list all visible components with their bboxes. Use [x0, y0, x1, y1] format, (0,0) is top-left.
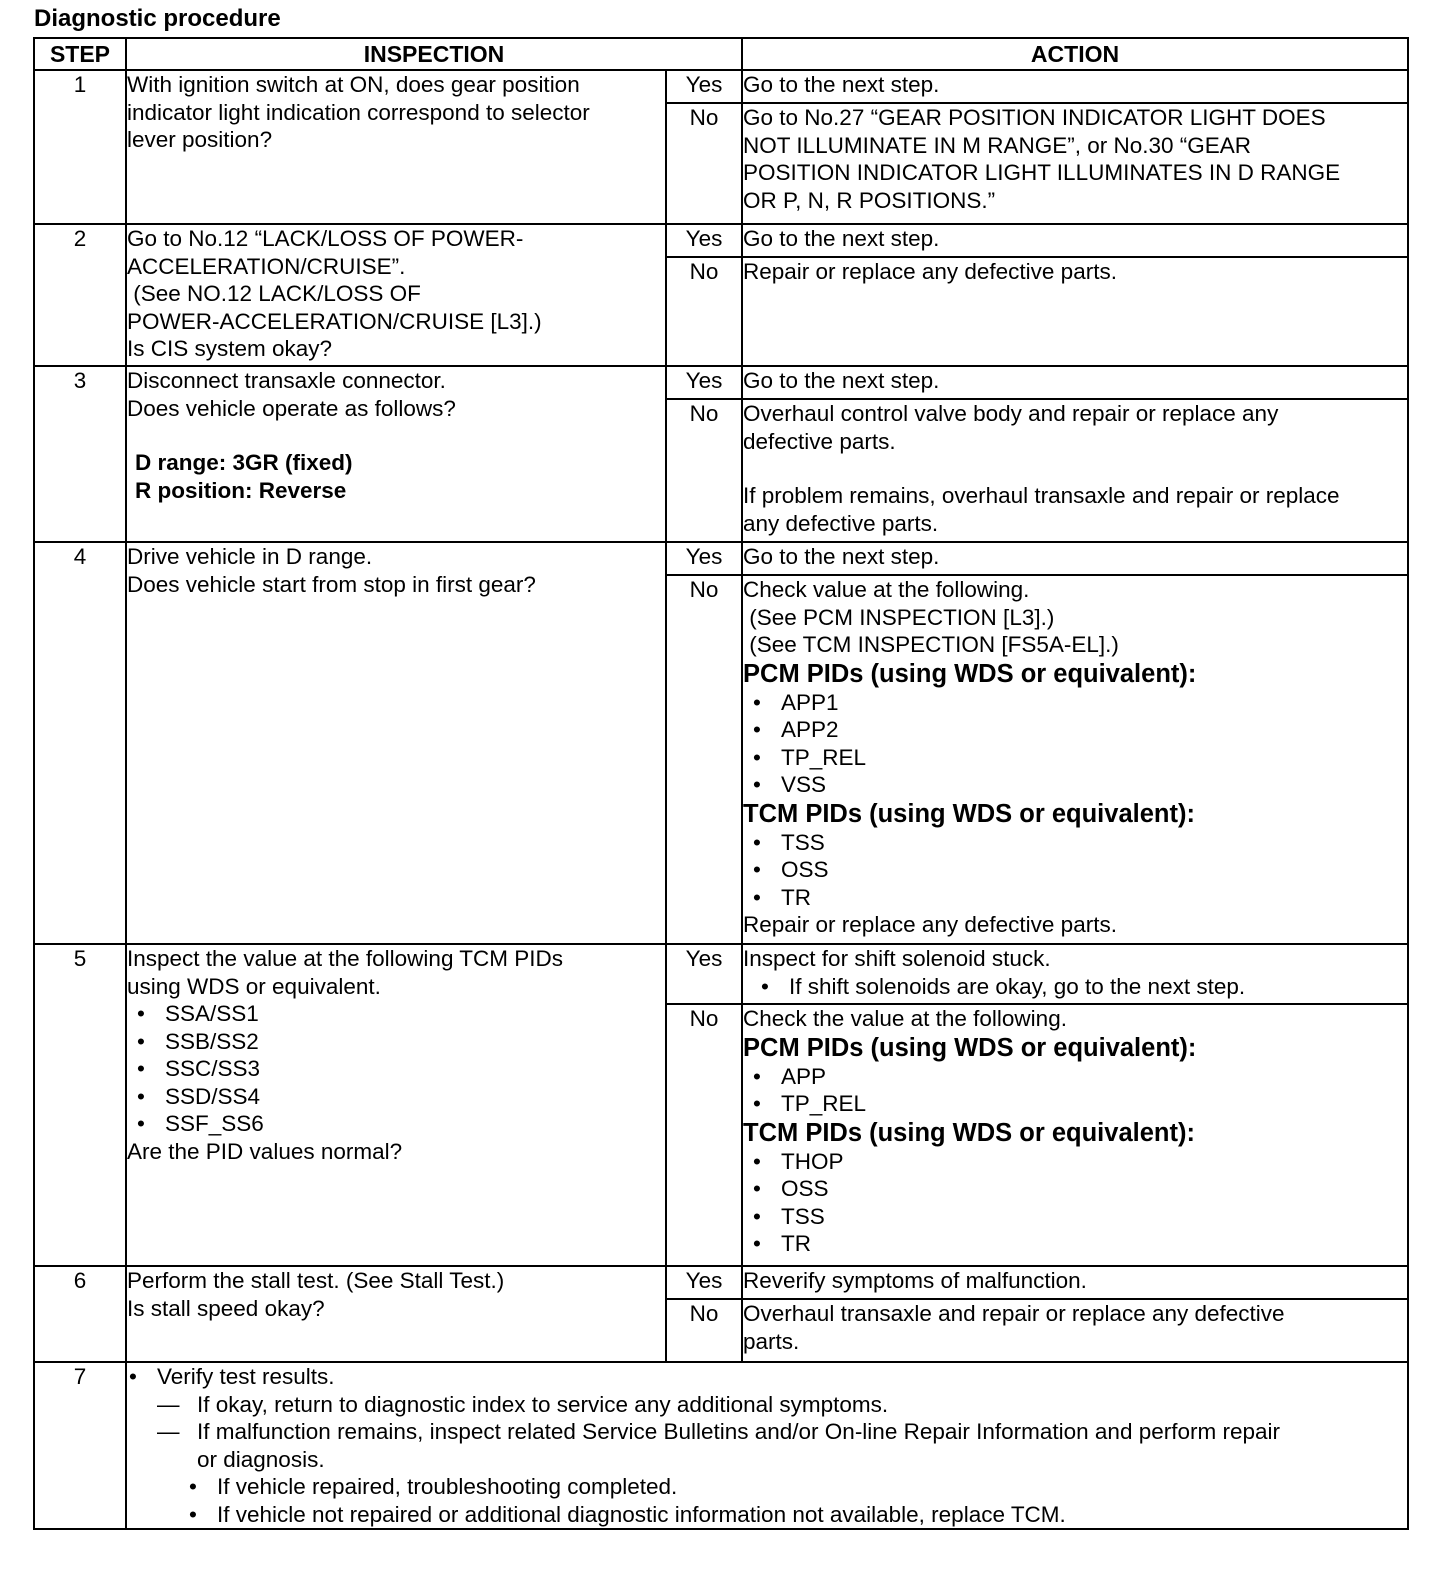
- step-7-content: [126, 1362, 1408, 1529]
- inspection-cell: [126, 944, 666, 1266]
- page-title: Diagnostic procedure: [34, 5, 281, 32]
- inspection-line: using WDS or equivalent.: [127, 973, 381, 999]
- action-line: Overhaul control valve body and repair or replace any: [743, 401, 1279, 426]
- pid-item: • APP2: [743, 716, 1407, 744]
- step-number: 3: [34, 366, 126, 542]
- action-line: (See TCM INSPECTION [FS5A-EL].): [743, 632, 1119, 657]
- inspection-cell: [126, 542, 666, 944]
- step-7-row: [34, 1362, 1408, 1529]
- pid-item: • OSS: [743, 856, 1407, 884]
- yes-action: [742, 70, 1408, 103]
- action-line: any defective parts.: [743, 510, 939, 536]
- yes-action: [742, 944, 1408, 1004]
- inspection-line: indicator light indication correspond to selector: [127, 99, 590, 125]
- yes-action: [742, 224, 1408, 257]
- action-line: Go to the next step.: [743, 72, 940, 97]
- action-line: NOT ILLUMINATE IN M RANGE”, or No.30 “GEAR: [743, 132, 1252, 158]
- action-line: Repair or replace any defective parts.: [743, 259, 1117, 284]
- pid-item: • SSA/SS1: [127, 1000, 665, 1028]
- action-line: Repair or replace any defective parts.: [743, 912, 1117, 937]
- no-label: No: [666, 103, 742, 224]
- no-action: [742, 1299, 1408, 1362]
- inspection-condition: R position: Reverse: [135, 477, 347, 503]
- action-line: (See PCM INSPECTION [L3].): [743, 604, 1055, 630]
- action-line: parts.: [743, 1328, 800, 1354]
- pid-item: • TP_REL: [743, 1090, 1407, 1118]
- yes-label: Yes: [666, 224, 742, 257]
- inspection-line: Perform the stall test. (See Stall Test.): [127, 1268, 505, 1293]
- pid-item: • TR: [743, 884, 1407, 912]
- step-header: STEP: [34, 38, 126, 70]
- action-line: Check the value at the following.: [743, 1006, 1067, 1031]
- yes-label: Yes: [666, 366, 742, 399]
- inspection-line: ACCELERATION/CRUISE”.: [127, 253, 406, 279]
- step-4-yes-row: [34, 542, 1408, 575]
- inspection-line: Inspect the value at the following TCM PIDs: [127, 946, 564, 971]
- inspection-line: With ignition switch at ON, does gear position: [127, 72, 580, 97]
- action-line: Inspect for shift solenoid stuck.: [743, 946, 1051, 971]
- not-repaired-bullet: • If vehicle not repaired or additional diagnostic information not available, replace TCM.: [127, 1501, 1407, 1529]
- yes-label: Yes: [666, 542, 742, 575]
- yes-label: Yes: [666, 944, 742, 1004]
- inspection-line: Go to No.12 “LACK/LOSS OF POWER-: [127, 226, 524, 251]
- yes-label: Yes: [666, 70, 742, 103]
- dash-line: — If malfunction remains, inspect related Service Bulletins and/or On-line Repair Information and perform repair: [197, 1419, 1281, 1444]
- inspection-condition: D range: 3GR (fixed): [135, 450, 353, 475]
- pid-item: • TSS: [743, 1203, 1407, 1231]
- okay-dash-item: — If okay, return to diagnostic index to service any additional symptoms.: [127, 1391, 1407, 1419]
- no-label: No: [666, 1004, 742, 1266]
- dash-line: or diagnosis.: [197, 1446, 325, 1472]
- inspection-cell: [126, 1266, 666, 1362]
- no-label: No: [666, 575, 742, 944]
- inspection-line: Drive vehicle in D range.: [127, 544, 373, 569]
- action-line: Go to the next step.: [743, 544, 940, 569]
- tcm-pids-heading: TCM PIDs (using WDS or equivalent):: [743, 1118, 1195, 1147]
- no-label: No: [666, 399, 742, 542]
- action-line: Reverify symptoms of malfunction.: [743, 1268, 1087, 1293]
- step-number: 1: [34, 70, 126, 224]
- step-number: 6: [34, 1266, 126, 1362]
- pid-item: • APP: [743, 1063, 1407, 1091]
- no-action: [742, 257, 1408, 366]
- action-line: Go to the next step.: [743, 368, 940, 393]
- pcm-pids-heading: PCM PIDs (using WDS or equivalent):: [743, 659, 1197, 688]
- step-1-yes-row: [34, 70, 1408, 103]
- pid-item: • OSS: [743, 1175, 1407, 1203]
- no-action: [742, 103, 1408, 224]
- pid-item: • VSS: [743, 771, 1407, 799]
- inspection-cell: [126, 70, 666, 224]
- inspection-cell: [126, 366, 666, 542]
- tcm-pids-heading: TCM PIDs (using WDS or equivalent):: [743, 799, 1195, 828]
- action-header: ACTION: [742, 38, 1408, 70]
- verify-bullet: • Verify test results.: [127, 1363, 1407, 1391]
- inspection-cell: [126, 224, 666, 366]
- action-line: Check value at the following.: [743, 577, 1030, 602]
- inspection-line: lever position?: [127, 127, 273, 152]
- step-5-yes-row: [34, 944, 1408, 1004]
- inspection-header: INSPECTION: [126, 38, 742, 70]
- pid-item: • TSS: [743, 829, 1407, 857]
- action-line: If problem remains, overhaul transaxle and repair or replace: [743, 483, 1340, 508]
- pid-item: • TP_REL: [743, 744, 1407, 772]
- yes-label: Yes: [666, 1266, 742, 1299]
- yes-action: [742, 366, 1408, 399]
- pid-item: • THOP: [743, 1148, 1407, 1176]
- action-line: POSITION INDICATOR LIGHT ILLUMINATES IN D RANGE: [743, 160, 1341, 185]
- action-line: OR P, N, R POSITIONS.”: [743, 187, 996, 213]
- malfunction-dash-item: [127, 1418, 1407, 1473]
- action-line: Go to No.27 “GEAR POSITION INDICATOR LIGHT DOES: [743, 105, 1326, 130]
- repaired-bullet: • If vehicle repaired, troubleshooting completed.: [127, 1473, 1407, 1501]
- inspection-line: Does vehicle start from stop in first gear?: [127, 571, 536, 597]
- step-number: 4: [34, 542, 126, 944]
- pid-item: • APP1: [743, 689, 1407, 717]
- inspection-line: Is stall speed okay?: [127, 1295, 325, 1321]
- no-action: [742, 1004, 1408, 1266]
- step-number: 7: [34, 1362, 126, 1529]
- step-3-yes-row: [34, 366, 1408, 399]
- diagnostic-table: [33, 37, 1409, 1530]
- step-number: 5: [34, 944, 126, 1266]
- action-bullet: • If shift solenoids are okay, go to the next step.: [743, 973, 1407, 1001]
- pid-item: • TR: [743, 1230, 1407, 1258]
- yes-action: [742, 542, 1408, 575]
- yes-action: [742, 1266, 1408, 1299]
- no-label: No: [666, 257, 742, 366]
- pid-item: • SSD/SS4: [127, 1083, 665, 1111]
- step-2-yes-row: [34, 224, 1408, 257]
- pid-item: • SSF_SS6: [127, 1110, 665, 1138]
- inspection-line: Are the PID values normal?: [127, 1138, 403, 1164]
- no-action: [742, 575, 1408, 944]
- inspection-line: Is CIS system okay?: [127, 336, 333, 361]
- inspection-line: Does vehicle operate as follows?: [127, 395, 456, 421]
- no-action: [742, 399, 1408, 542]
- inspection-line: POWER-ACCELERATION/CRUISE [L3].): [127, 308, 542, 334]
- pcm-pids-heading: PCM PIDs (using WDS or equivalent):: [743, 1033, 1197, 1062]
- inspection-line: (See NO.12 LACK/LOSS OF: [127, 281, 421, 306]
- action-line: Overhaul transaxle and repair or replace any defective: [743, 1301, 1285, 1326]
- header-row: [34, 38, 1408, 70]
- step-number: 2: [34, 224, 126, 366]
- pid-item: • SSC/SS3: [127, 1055, 665, 1083]
- no-label: No: [666, 1299, 742, 1362]
- pid-item: • SSB/SS2: [127, 1028, 665, 1056]
- step-6-yes-row: [34, 1266, 1408, 1299]
- action-line: Go to the next step.: [743, 226, 940, 251]
- action-line: defective parts.: [743, 428, 896, 454]
- inspection-line: Disconnect transaxle connector.: [127, 368, 446, 393]
